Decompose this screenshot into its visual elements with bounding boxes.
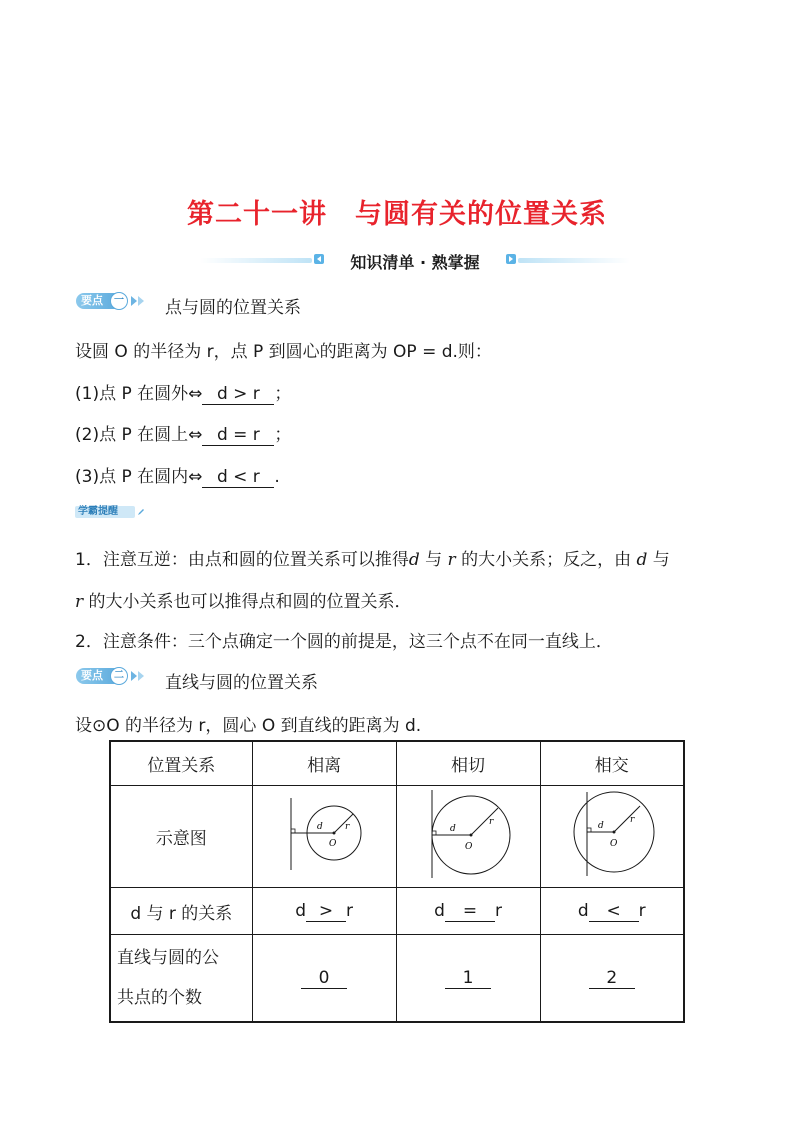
table-row-label: 示意图 <box>110 786 252 888</box>
answer-blank: 0 <box>301 968 347 989</box>
line-circle-tangent-diagram <box>398 786 538 882</box>
banner-line-right <box>518 258 630 263</box>
answer-blank: d < r <box>202 468 274 488</box>
table-row-relation <box>110 888 684 935</box>
svg-text:r: r <box>345 822 350 832</box>
diagram-separate <box>252 786 396 888</box>
point1-intro: 设圆 O 的半径为 r，点 P 到圆心的距离为 OP = d.则： <box>75 342 492 362</box>
point2-heading: 直线与圆的位置关系 <box>165 673 318 693</box>
section-banner <box>200 250 630 270</box>
page-title: 第二十一讲 与圆有关的位置关系 <box>187 199 607 230</box>
table-row-diagram <box>110 786 684 888</box>
point1-item-3: (3)点 P 在圆内⇔ d < r . <box>75 467 280 487</box>
answer-blank: = <box>445 901 495 922</box>
triangle-icon <box>131 671 137 681</box>
reminder-note-1b: r 的大小关系也可以推得点和圆的位置关系． <box>75 592 412 612</box>
point-badge-1: 要点 一 <box>76 293 148 309</box>
svg-text:r: r <box>489 817 494 827</box>
point1-heading: 点与圆的位置关系 <box>165 298 301 318</box>
relation-table <box>109 740 685 1023</box>
triangle-icon <box>138 671 144 681</box>
svg-text:d: d <box>450 824 456 834</box>
pen-icon <box>137 508 145 516</box>
answer-blank: < <box>589 901 639 922</box>
answer-blank: d = r <box>202 426 274 446</box>
svg-text:O: O <box>609 839 618 849</box>
table-header-cell: 相离 <box>252 741 396 786</box>
line-circle-separate-diagram <box>254 786 394 882</box>
table-row-label: 直线与圆的公 共点的个数 <box>110 935 252 1023</box>
point2-intro: 设⊙O 的半径为 r，圆心 O 到直线的距离为 d. <box>75 716 422 736</box>
answer-blank: > <box>306 901 346 922</box>
diagram-intersect <box>540 786 684 888</box>
arrow-right-icon <box>506 254 516 264</box>
svg-text:r: r <box>629 815 635 825</box>
count-cell <box>396 935 540 1023</box>
triangle-icon <box>131 296 137 306</box>
relation-cell: d > r <box>252 888 396 935</box>
reminder-badge: 学霸提醒 <box>75 505 145 519</box>
diagram-tangent <box>396 786 540 888</box>
table-row-label: d 与 r 的关系 <box>110 888 252 935</box>
reminder-note-1a: 1．注意互逆：由点和圆的位置关系可以推得d 与 r 的大小关系；反之，由 d 与 <box>75 550 670 570</box>
table-header-cell: 位置关系 <box>110 741 252 786</box>
svg-text:d: d <box>317 822 323 832</box>
answer-blank: d > r <box>202 385 274 405</box>
line-circle-intersect-diagram <box>542 786 682 882</box>
table-header-cell: 相交 <box>540 741 684 786</box>
svg-text:O: O <box>329 839 337 849</box>
svg-text:O: O <box>465 842 473 852</box>
table-header-row <box>110 741 684 786</box>
svg-text:d: d <box>597 821 604 831</box>
relation-cell: d = r <box>396 888 540 935</box>
answer-blank: 2 <box>589 968 635 989</box>
count-cell <box>252 935 396 1023</box>
table-row-count <box>110 935 684 1023</box>
table-header-cell: 相切 <box>396 741 540 786</box>
section-subtitle: 知识清单 · 熟掌握 <box>350 253 480 272</box>
point1-item-1: (1)点 P 在圆外⇔ d > r ； <box>75 384 292 404</box>
reminder-note-2: 2．注意条件：三个点确定一个圆的前提是，这三个点不在同一直线上． <box>75 632 613 652</box>
answer-blank: 1 <box>445 968 491 989</box>
count-cell <box>540 935 684 1023</box>
point1-item-2: (2)点 P 在圆上⇔ d = r ； <box>75 425 292 445</box>
triangle-icon <box>138 296 144 306</box>
point-badge-2: 要点 二 <box>76 668 148 684</box>
relation-cell: d < r <box>540 888 684 935</box>
